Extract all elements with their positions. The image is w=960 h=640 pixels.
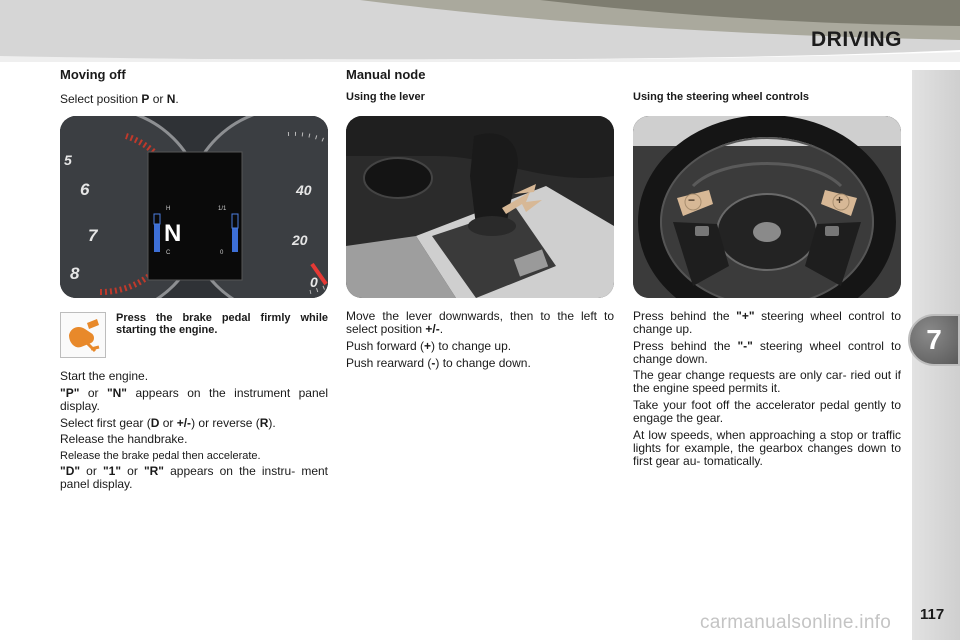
lever-instruction-3: Push rearward (-) to change down. (346, 356, 531, 370)
wheel-instruction-2: Press behind the "-" steering wheel control to change down. (633, 339, 901, 366)
start-engine-text: Start the engine. (60, 369, 149, 383)
paddle-minus-label: − (688, 193, 696, 207)
lever-instruction-2: Push forward (+) to change up. (346, 339, 512, 353)
warning-box (60, 312, 106, 358)
display-temp-c: C (166, 250, 171, 256)
moving-off-title: Moving off (60, 67, 126, 82)
gear-lever-photo (346, 116, 614, 298)
speed-label-40: 40 (296, 182, 312, 198)
handbrake-text: Release the handbrake. (60, 432, 188, 446)
page-number: 117 (920, 606, 945, 623)
chapter-tab[interactable]: 7 (910, 316, 958, 364)
manual-mode-title: Manual node (346, 67, 426, 82)
section-title: DRIVING (810, 28, 902, 51)
wheel-instruction-5: At low speeds, when approaching a stop or traffic lights for example, the gearbox changes down to first gear au- tomatically. (633, 428, 901, 468)
steering-wheel-photo (633, 116, 901, 298)
brake-warning-text: Press the brake pedal firmly while starting the engine. (116, 312, 328, 336)
watermark: carmanualsonline.info (700, 612, 892, 633)
rpm-label-6: 6 (80, 180, 90, 199)
wheel-instruction-3: The gear change requests are only car- ried out if the engine speed permits it. (633, 368, 901, 395)
wheel-instruction-4: Take your foot off the accelerator pedal gently to engage the gear. (633, 398, 901, 425)
paddle-plus-label: + (836, 193, 844, 207)
rpm-label-8: 8 (70, 264, 80, 283)
speed-label-0: 0 (310, 274, 318, 290)
rpm-label-7: 7 (88, 226, 98, 245)
wheel-instruction-1: Press behind the "+" steering wheel control to change up. (633, 309, 901, 336)
display-gear-indicator: N (164, 220, 182, 247)
display-fuel-full: 1/1 (218, 206, 227, 212)
rpm-label-5: 5 (64, 152, 72, 168)
lever-subtitle: Using the lever (346, 91, 425, 103)
pn-display-text: "P" or "N" appears on the instrument panel display. (60, 386, 328, 413)
gear-display-text: "D" or "1" or "R" appears on the instru- ment panel display. (60, 464, 329, 491)
foot-on-brake-icon (61, 313, 105, 357)
display-fuel-empty: 0 (220, 250, 224, 256)
display-temp-h: H (166, 206, 171, 212)
select-position-text: Select position P or N. (60, 92, 179, 106)
instrument-panel-photo (60, 116, 328, 298)
speed-label-20: 20 (292, 232, 308, 248)
lever-instruction-1: Move the lever downwards, then to the left to select position +/-. (346, 309, 614, 336)
select-gear-text: Select first gear (D or +/-) or reverse (R). (60, 416, 276, 430)
steering-wheel-subtitle: Using the steering wheel controls (633, 91, 810, 103)
brake-release-text: Release the brake pedal then accelerate. (60, 450, 261, 462)
